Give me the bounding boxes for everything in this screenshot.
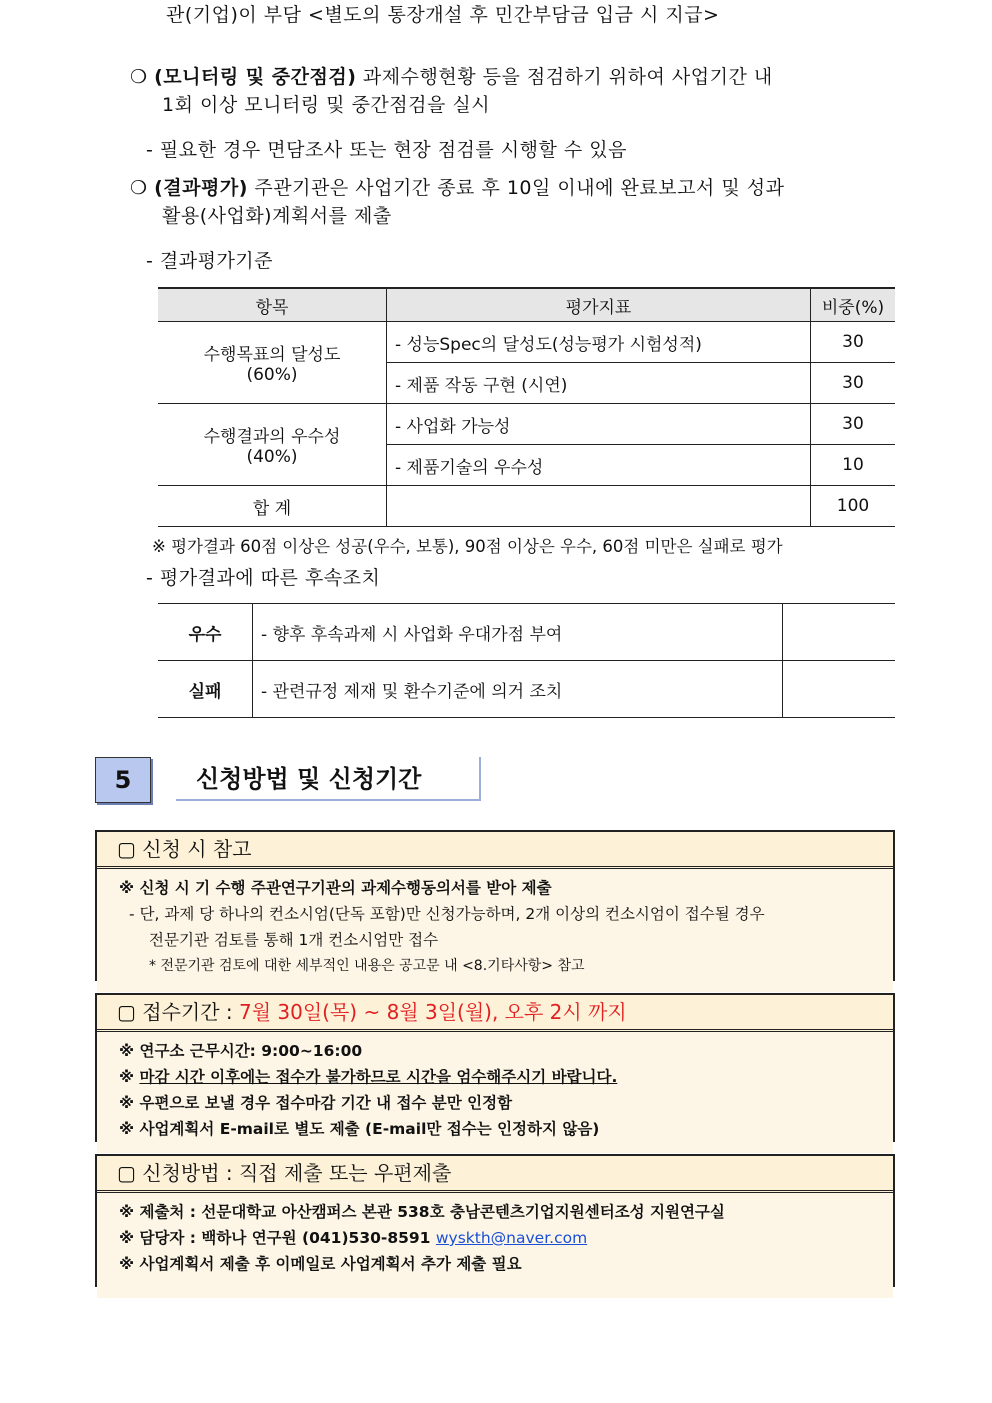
box-body <box>97 1032 893 1153</box>
group-cell <box>158 404 387 486</box>
contact-text: ※ 담당자 : 백하나 연구원 (041)530-8591 <box>119 1229 436 1247</box>
table-row <box>158 604 895 661</box>
table-header: 항목 <box>158 288 387 322</box>
followup-table <box>158 603 895 718</box>
monitoring-title: (모니터링 및 중간점검) <box>154 66 357 88</box>
indicator-cell: - 제품기술의 우수성 <box>387 445 811 486</box>
box-header: ▢ 신청방법 : 직접 제출 또는 우편제출 <box>97 1156 893 1193</box>
section-number: 5 <box>95 757 151 803</box>
group-weight: (40%) <box>246 447 298 467</box>
deadline-warning: 마감 시간 이후에는 접수가 불가하므로 시간을 엄수해주시기 바랍니다. <box>139 1068 618 1086</box>
total-value: 100 <box>811 486 896 527</box>
table-header: 평가지표 <box>387 288 811 322</box>
followup-value: - 향후 후속과제 시 사업화 우대가점 부여 <box>253 604 783 661</box>
monitoring-paragraph <box>130 62 773 89</box>
group-weight: (60%) <box>246 365 298 385</box>
score-cell: 30 <box>811 322 896 363</box>
result-eval-text1: 주관기관은 사업기간 종료 후 10일 이내에 완료보고서 및 성과 <box>247 177 785 199</box>
eval-note: ※ 평가결과 60점 이상은 성공(우수, 보통), 90점 이상은 우수, 60점 미만은 실패로 평가 <box>152 537 783 556</box>
group-name: 수행목표의 달성도 <box>203 345 341 365</box>
reference-box <box>95 830 895 981</box>
followup-key: 우수 <box>158 604 253 661</box>
group-name: 수행결과의 우수성 <box>203 427 341 447</box>
email-link[interactable]: wyskth@naver.com <box>435 1229 588 1247</box>
empty-cell <box>783 661 896 718</box>
method-box <box>95 1154 895 1287</box>
result-eval-paragraph <box>130 173 784 200</box>
group-cell <box>158 322 387 404</box>
result-eval-title: (결과평가) <box>154 177 248 199</box>
table-header: 비중(%) <box>811 288 896 322</box>
score-cell: 30 <box>811 363 896 404</box>
period-dates: 7월 30일(목) ~ 8월 3일(월), 오후 2시 까지 <box>239 1000 627 1024</box>
period-box <box>95 993 895 1142</box>
box-header: ▢ 신청 시 참고 <box>97 832 893 869</box>
box-line <box>119 1225 871 1251</box>
evaluation-table <box>158 287 895 527</box>
box-line: ※ 사업계획서 E-mail로 별도 제출 (E-mail만 접수는 인정하지 않음) <box>119 1120 600 1138</box>
empty-cell <box>387 486 811 527</box>
period-label: ▢ 접수기간 : <box>117 1000 239 1024</box>
indicator-cell: - 사업화 가능성 <box>387 404 811 445</box>
score-cell: 30 <box>811 404 896 445</box>
box-body <box>97 1193 893 1298</box>
result-eval-text2: 활용(사업화)계획서를 제출 <box>162 205 392 227</box>
box-line: ※ 제출처 : 선문대학교 아산캠퍼스 본관 538호 충남콘텐츠기업지원센터조성 지원연구실 <box>119 1203 725 1221</box>
box-body <box>97 869 893 992</box>
box-line: ※ 연구소 근무시간: 9:00~16:00 <box>119 1042 363 1060</box>
monitoring-text2: 1회 이상 모니터링 및 중간점검을 실시 <box>162 94 491 116</box>
section-title: 신청방법 및 신청기간 <box>176 757 481 801</box>
box-line: ※ 신청 시 기 수행 주관연구기관의 과제수행동의서를 받아 제출 <box>119 879 552 897</box>
bullet-icon: ❍ <box>130 177 148 199</box>
table-row <box>158 661 895 718</box>
box-line: - 단, 과제 당 하나의 컨소시엄(단독 포함)만 신청가능하며, 2개 이상의 컨소시엄이 접수될 경우 <box>129 905 765 923</box>
criteria-label: - 결과평가기준 <box>146 250 274 272</box>
followup-label: - 평가결과에 따른 후속조치 <box>146 567 381 589</box>
box-line: ※ 사업계획서 제출 후 이메일로 사업계획서 추가 제출 필요 <box>119 1255 522 1273</box>
indicator-cell: - 제품 작동 구현 (시연) <box>387 363 811 404</box>
score-cell: 10 <box>811 445 896 486</box>
top-continuation-line: 관(기업)이 부담 <별도의 통장개설 후 민간부담금 입금 시 지급> <box>166 4 720 26</box>
box-header <box>97 995 893 1032</box>
followup-value: - 관련규정 제재 및 환수기준에 의거 조치 <box>253 661 783 718</box>
followup-key: 실패 <box>158 661 253 718</box>
box-line <box>119 1064 871 1090</box>
box-line: * 전문기관 검토에 대한 세부적인 내용은 공고문 내 <8.기타사항> 참고 <box>149 958 585 974</box>
bullet-icon: ❍ <box>130 66 148 88</box>
total-label: 합 계 <box>158 486 387 527</box>
box-line: 전문기관 검토를 통해 1개 컨소시엄만 접수 <box>149 931 439 949</box>
note-mark: ※ <box>119 1068 140 1086</box>
monitoring-text1: 과제수행현황 등을 점검하기 위하여 사업기간 내 <box>356 66 773 88</box>
indicator-cell: - 성능Spec의 달성도(성능평가 시험성적) <box>387 322 811 363</box>
monitoring-sub: - 필요한 경우 면담조사 또는 현장 점검를 시행할 수 있음 <box>146 139 628 161</box>
empty-cell <box>783 604 896 661</box>
box-line: ※ 우편으로 보낼 경우 접수마감 기간 내 접수 분만 인정함 <box>119 1094 513 1112</box>
